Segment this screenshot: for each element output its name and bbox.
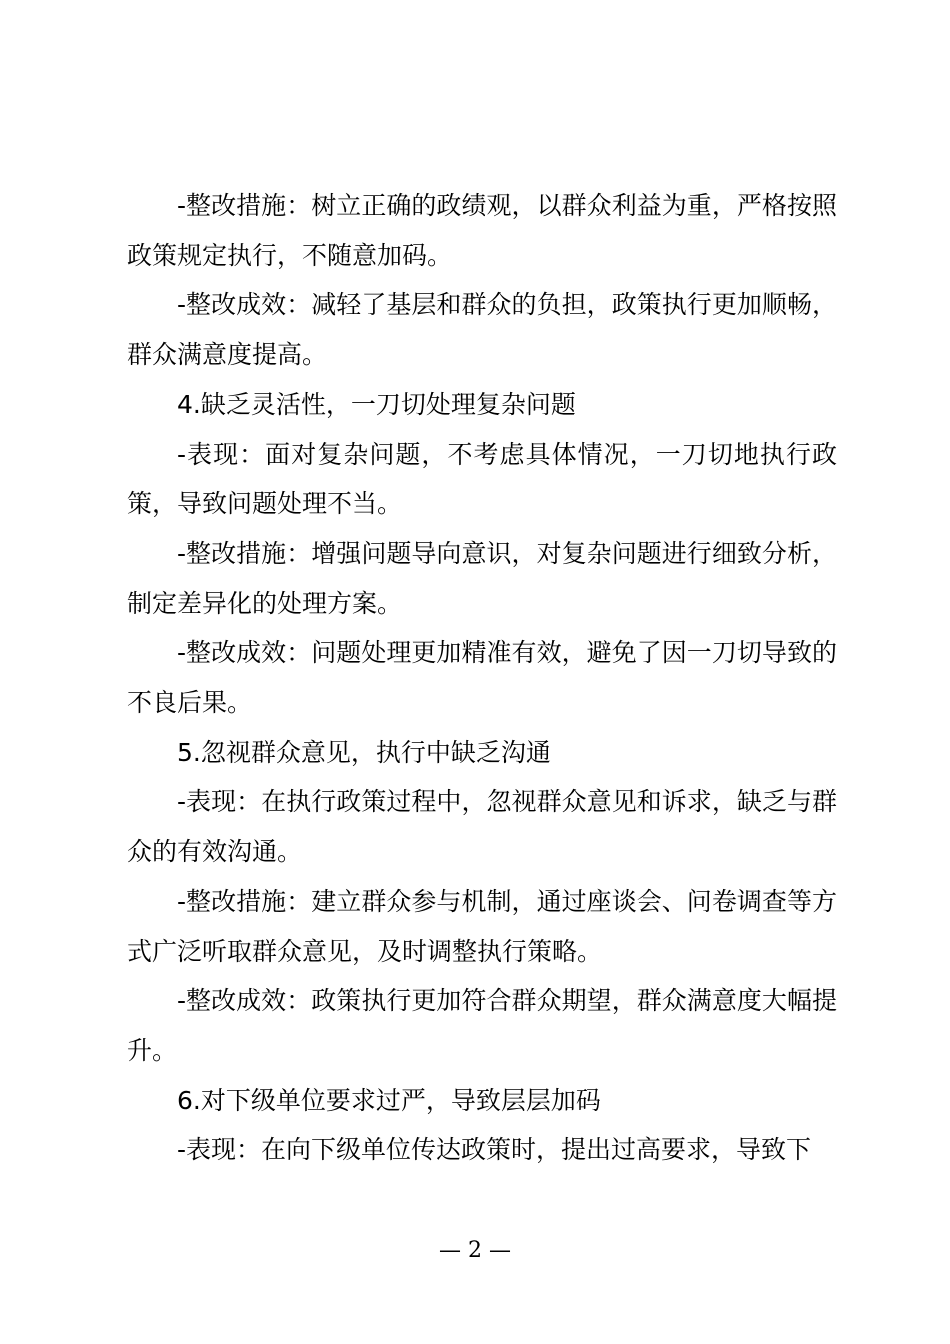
section-heading: 6.对下级单位要求过严，导致层层加码: [177, 1085, 601, 1115]
paragraph: -表现：在执行政策过程中，忽视群众意见和诉求，缺乏与群众的有效沟通。: [127, 787, 837, 867]
document-body: [127, 181, 837, 1175]
paragraph: -整改措施：增强问题导向意识，对复杂问题进行细致分析，制定差异化的处理方案。: [127, 538, 837, 618]
paragraph: -表现：面对复杂问题，不考虑具体情况，一刀切地执行政策，导致问题处理不当。: [127, 439, 837, 519]
paragraph: -整改成效：问题处理更加精准有效，避免了因一刀切导致的不良后果。: [127, 638, 837, 718]
paragraph: -整改措施：建立群众参与机制，通过座谈会、问卷调查等方式广泛听取群众意见，及时调整执行策略。: [127, 886, 837, 966]
paragraph: -整改措施：树立正确的政绩观，以群众利益为重，严格按照政策规定执行，不随意加码。: [127, 191, 837, 270]
paragraph: -整改成效：减轻了基层和群众的负担，政策执行更加顺畅，群众满意度提高。: [127, 290, 837, 370]
section-heading: 5.忽视群众意见，执行中缺乏沟通: [177, 737, 551, 767]
page-number: — 2 —: [439, 1238, 511, 1263]
paragraph: -整改成效：政策执行更加符合群众期望，群众满意度大幅提升。: [127, 986, 837, 1065]
paragraph: -表现：在向下级单位传达政策时，提出过高要求，导致下: [177, 1135, 812, 1165]
section-heading: 4.缺乏灵活性，一刀切处理复杂问题: [177, 389, 576, 419]
